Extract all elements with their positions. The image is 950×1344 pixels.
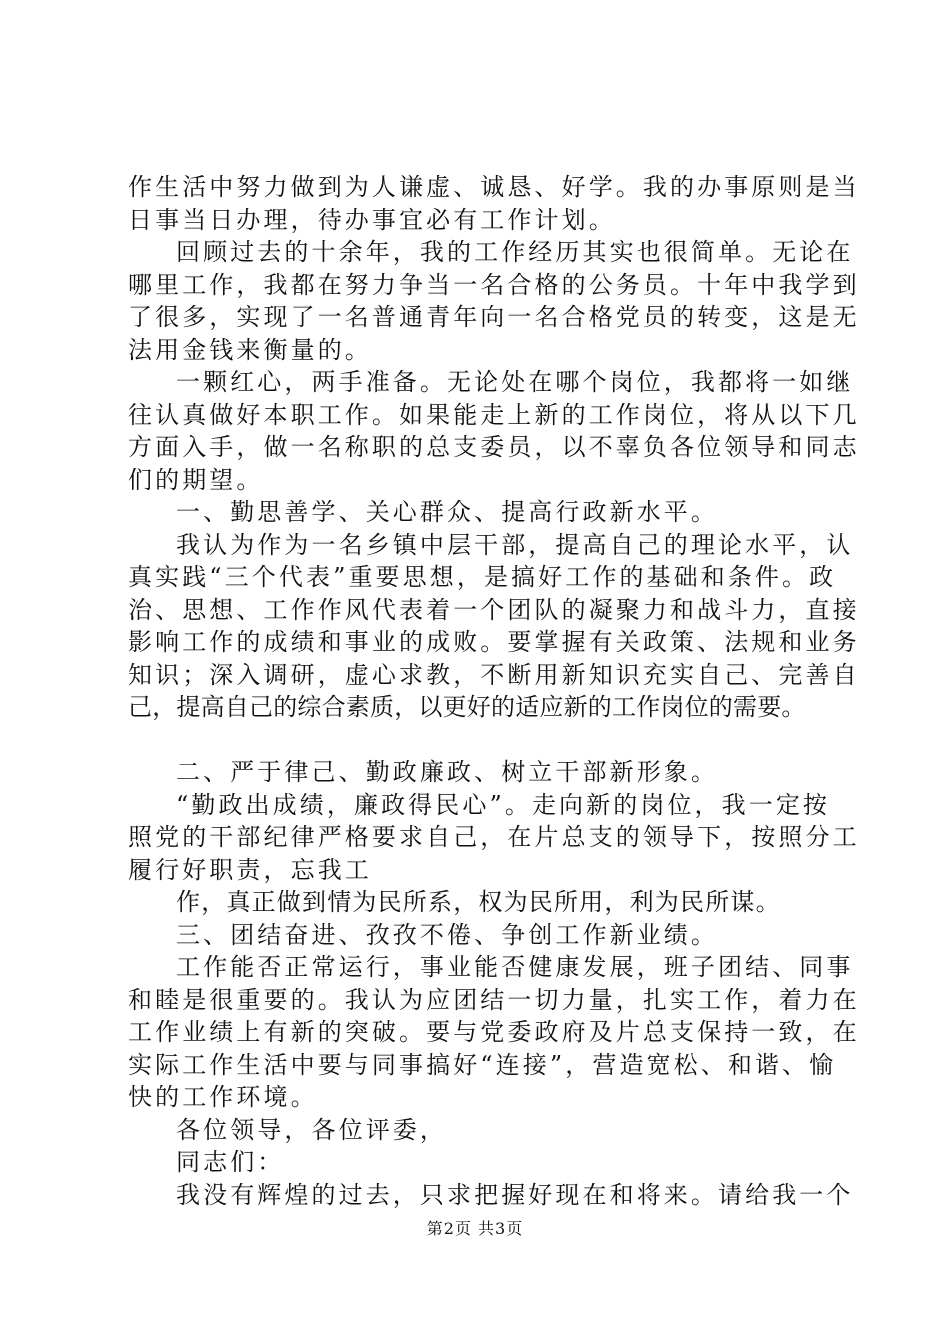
text-line: 回顾过去的十余年，我的工作经历其实也很简单。无论在 bbox=[176, 238, 854, 266]
text-line: 履行好职责，忘我工 bbox=[128, 855, 372, 884]
text-line: 工作业绩上有新的突破。要与党委政府及片总支保持一致，在 bbox=[128, 1018, 860, 1046]
text-line: 知识；深入调研，虚心求教，不断用新知识充实自己、完善自 bbox=[128, 660, 860, 689]
blank-line bbox=[128, 724, 848, 757]
text-line: 作生活中努力做到为人谦虚、诚恳、好学。我的办事原则是当 bbox=[128, 173, 860, 201]
text-line: 哪里工作，我都在努力争当一名合格的公务员。十年中我学到 bbox=[128, 270, 860, 299]
section-heading: 一、勤思善学、关心群众、提高行政新水平。 bbox=[176, 498, 718, 526]
text-line: 真实践“三个代表”重要思想，是搞好工作的基础和条件。政 bbox=[128, 563, 837, 591]
text-line: “勤政出成绩，廉政得民心”。走向新的岗位，我一定按 bbox=[176, 790, 831, 819]
text-line: 快的工作环境。 bbox=[128, 1083, 318, 1111]
text-line: 各位领导，各位评委， bbox=[176, 1115, 447, 1144]
text-line: 我没有辉煌的过去，只求把握好现在和将来。请给我一个 bbox=[176, 1180, 854, 1209]
text-line: 们的期望。 bbox=[128, 465, 264, 494]
text-line: 照党的干部纪律严格要求自己，在片总支的领导下，按照分工 bbox=[128, 823, 860, 851]
text-line: 实际工作生活中要与同事搞好“连接”，营造宽松、和谐、愉 bbox=[128, 1050, 837, 1079]
text-line: 作，真正做到情为民所系，权为民所用，利为民所谋。 bbox=[176, 888, 781, 916]
text-line: 日事当日办理，待办事宜必有工作计划。 bbox=[128, 205, 616, 234]
text-line: 我认为作为一名乡镇中层干部，提高自己的理论水平，认 bbox=[176, 530, 854, 559]
page-number: 第2页 共3页 bbox=[426, 1219, 524, 1238]
document-body bbox=[128, 171, 860, 1211]
text-line: 方面入手，做一名称职的总支委员，以不辜负各位领导和同志 bbox=[128, 433, 860, 461]
text-line: 和睦是很重要的。我认为应团结一切力量，扎实工作，着力在 bbox=[128, 985, 860, 1014]
text-line: 往认真做好本职工作。如果能走上新的工作岗位，将从以下几 bbox=[128, 400, 860, 429]
text-line: 了很多，实现了一名普通青年向一名合格党员的转变，这是无 bbox=[128, 303, 860, 331]
text-line: 己，提高自己的综合素质，以更好的适应新的工作岗位的需要。 bbox=[128, 693, 806, 721]
text-line: 同志们： bbox=[176, 1148, 285, 1176]
section-heading: 二、严于律己、勤政廉政、树立干部新形象。 bbox=[176, 758, 718, 786]
section-heading: 三、团结奋进、孜孜不倦、争创工作新业绩。 bbox=[176, 920, 718, 949]
text-line: 治、思想、工作作风代表着一个团队的凝聚力和战斗力，直接 bbox=[128, 595, 860, 624]
text-line: 影响工作的成绩和事业的成败。要掌握有关政策、法规和业务 bbox=[128, 628, 860, 656]
text-line: 法用金钱来衡量的。 bbox=[128, 335, 372, 364]
text-line: 工作能否正常运行，事业能否健康发展，班子团结、同事 bbox=[176, 953, 854, 981]
text-line: 一颗红心，两手准备。无论处在哪个岗位，我都将一如继 bbox=[176, 368, 854, 396]
